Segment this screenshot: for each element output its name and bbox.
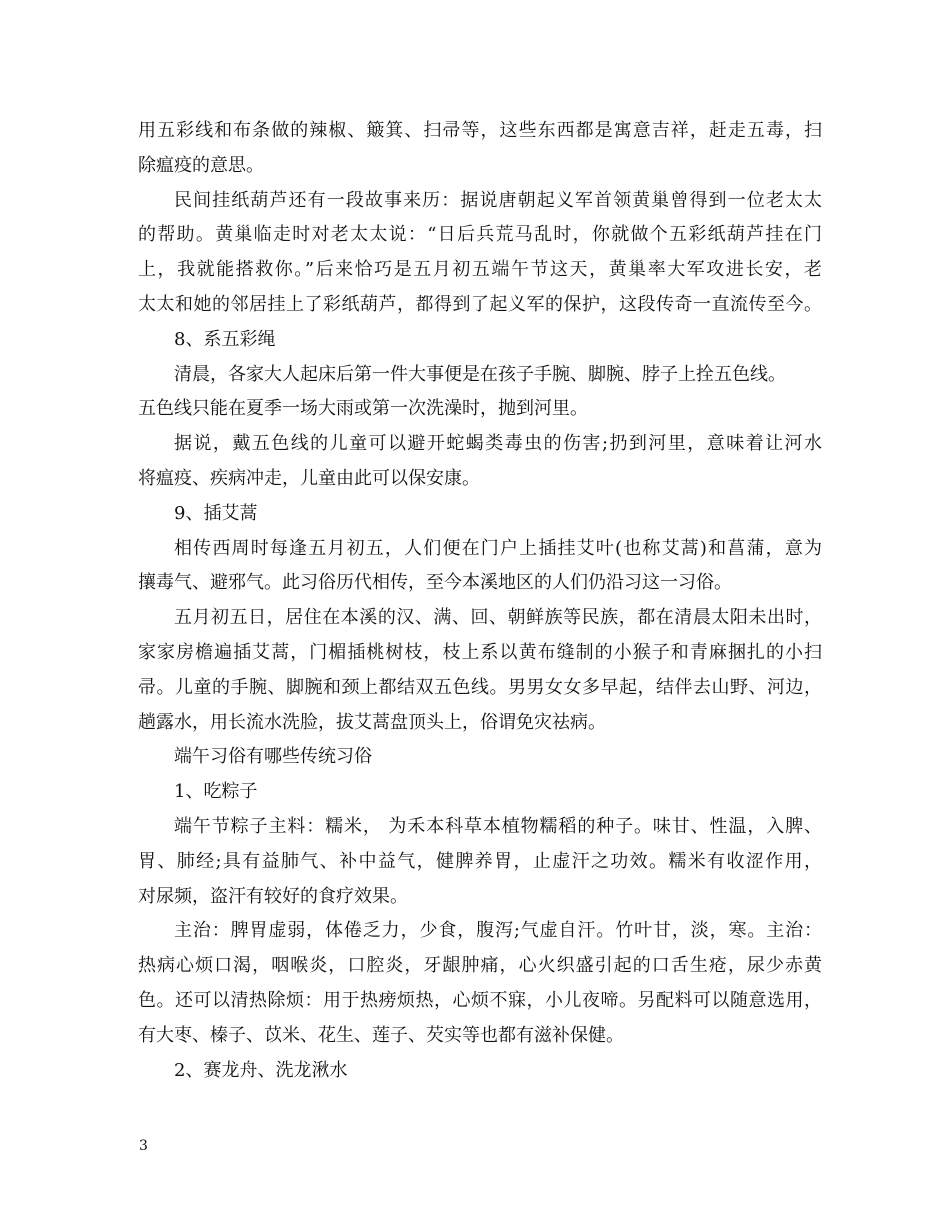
text-line: 主治：脾胃虚弱，体倦乏力，少食，腹泻;气虚自汗。竹叶甘，淡，寒。主治： [174, 920, 822, 942]
text-line: 的帮助。黄巢临走时对老太太说：“日后兵荒马乱时，你就做个五彩纸葫芦挂在门 [138, 224, 822, 246]
text-line: 除瘟疫的意思。 [138, 154, 264, 176]
section-heading: 9、插艾蒿 [174, 502, 258, 524]
text-line: 五月初五日，居住在本溪的汉、满、回、朝鲜族等民族，都在清晨太阳未出时， [174, 607, 822, 629]
text-line: 用五彩线和布条做的辣椒、簸箕、扫帚等，这些东西都是寓意吉祥，赶走五毒，扫 [138, 120, 822, 141]
text-line: 色。还可以清热除烦：用于热痨烦热，心烦不寐，小儿夜啼。另配料可以随意选用， [138, 989, 822, 1011]
text-line: 清晨，各家大人起床后第一件大事便是在孩子手腕、脚腕、脖子上拴五色线。 [174, 363, 786, 385]
text-line: 帚。儿童的手腕、脚腕和颈上都结双五色线。男男女女多早起，结伴去山野、河边， [138, 676, 822, 698]
section-heading: 1、吃粽子 [174, 781, 258, 803]
section-heading: 端午习俗有哪些传统习俗 [174, 746, 372, 768]
text-line: 热病心烦口渴，咽喉炎，口腔炎，牙龈肿痛，心火织盛引起的口舌生疮，尿少赤黄 [138, 955, 822, 977]
text-line: 有大枣、榛子、苡米、花生、莲子、芡实等也都有滋补保健。 [138, 1024, 624, 1046]
text-line: 民间挂纸葫芦还有一段故事来历：据说唐朝起义军首领黄巢曾得到一位老太太 [174, 189, 822, 211]
text-line: 上，我就能搭救你。”后来恰巧是五月初五端午节这天，黄巢率大军攻进长安，老 [138, 259, 822, 281]
section-heading: 8、系五彩绳 [174, 328, 276, 350]
text-line: 将瘟疫、疾病冲走，儿童由此可以保安康。 [138, 467, 480, 489]
page-number: 3 [139, 1138, 148, 1154]
text-line: 据说，戴五色线的儿童可以避开蛇蝎类毒虫的伤害;扔到河里，意味着让河水 [174, 433, 822, 455]
text-line: 端午节粽子主料：糯米， 为禾本科草本植物糯稻的种子。味甘、性温，入脾、 [174, 815, 822, 837]
text-line: 五色线只能在夏季一场大雨或第一次洗澡时，抛到河里。 [138, 398, 588, 420]
text-line: 趟露水，用长流水洗脸，拔艾蒿盘顶头上，俗谓免灾祛病。 [138, 711, 606, 733]
text-line: 对尿频，盗汗有较好的食疗效果。 [138, 885, 408, 907]
text-line: 攘毒气、避邪气。此习俗历代相传，至今本溪地区的人们仍沿习这一习俗。 [138, 572, 732, 594]
section-heading: 2、赛龙舟、洗龙湫水 [174, 1059, 348, 1081]
text-line: 家家房檐遍插艾蒿，门楣插桃树枝，枝上系以黄布缝制的小猴子和青麻捆扎的小扫 [138, 641, 822, 663]
text-line: 胃、肺经;具有益肺气、补中益气，健脾养胃，止虚汗之功效。糯米有收涩作用， [138, 850, 822, 872]
text-line: 太太和她的邻居挂上了彩纸葫芦，都得到了起义军的保护，这段传奇一直流传至今。 [138, 293, 822, 315]
text-line: 相传西周时每逢五月初五，人们便在门户上插挂艾叶(也称艾蒿)和菖蒲，意为 [174, 537, 822, 559]
body-text [138, 114, 822, 1088]
